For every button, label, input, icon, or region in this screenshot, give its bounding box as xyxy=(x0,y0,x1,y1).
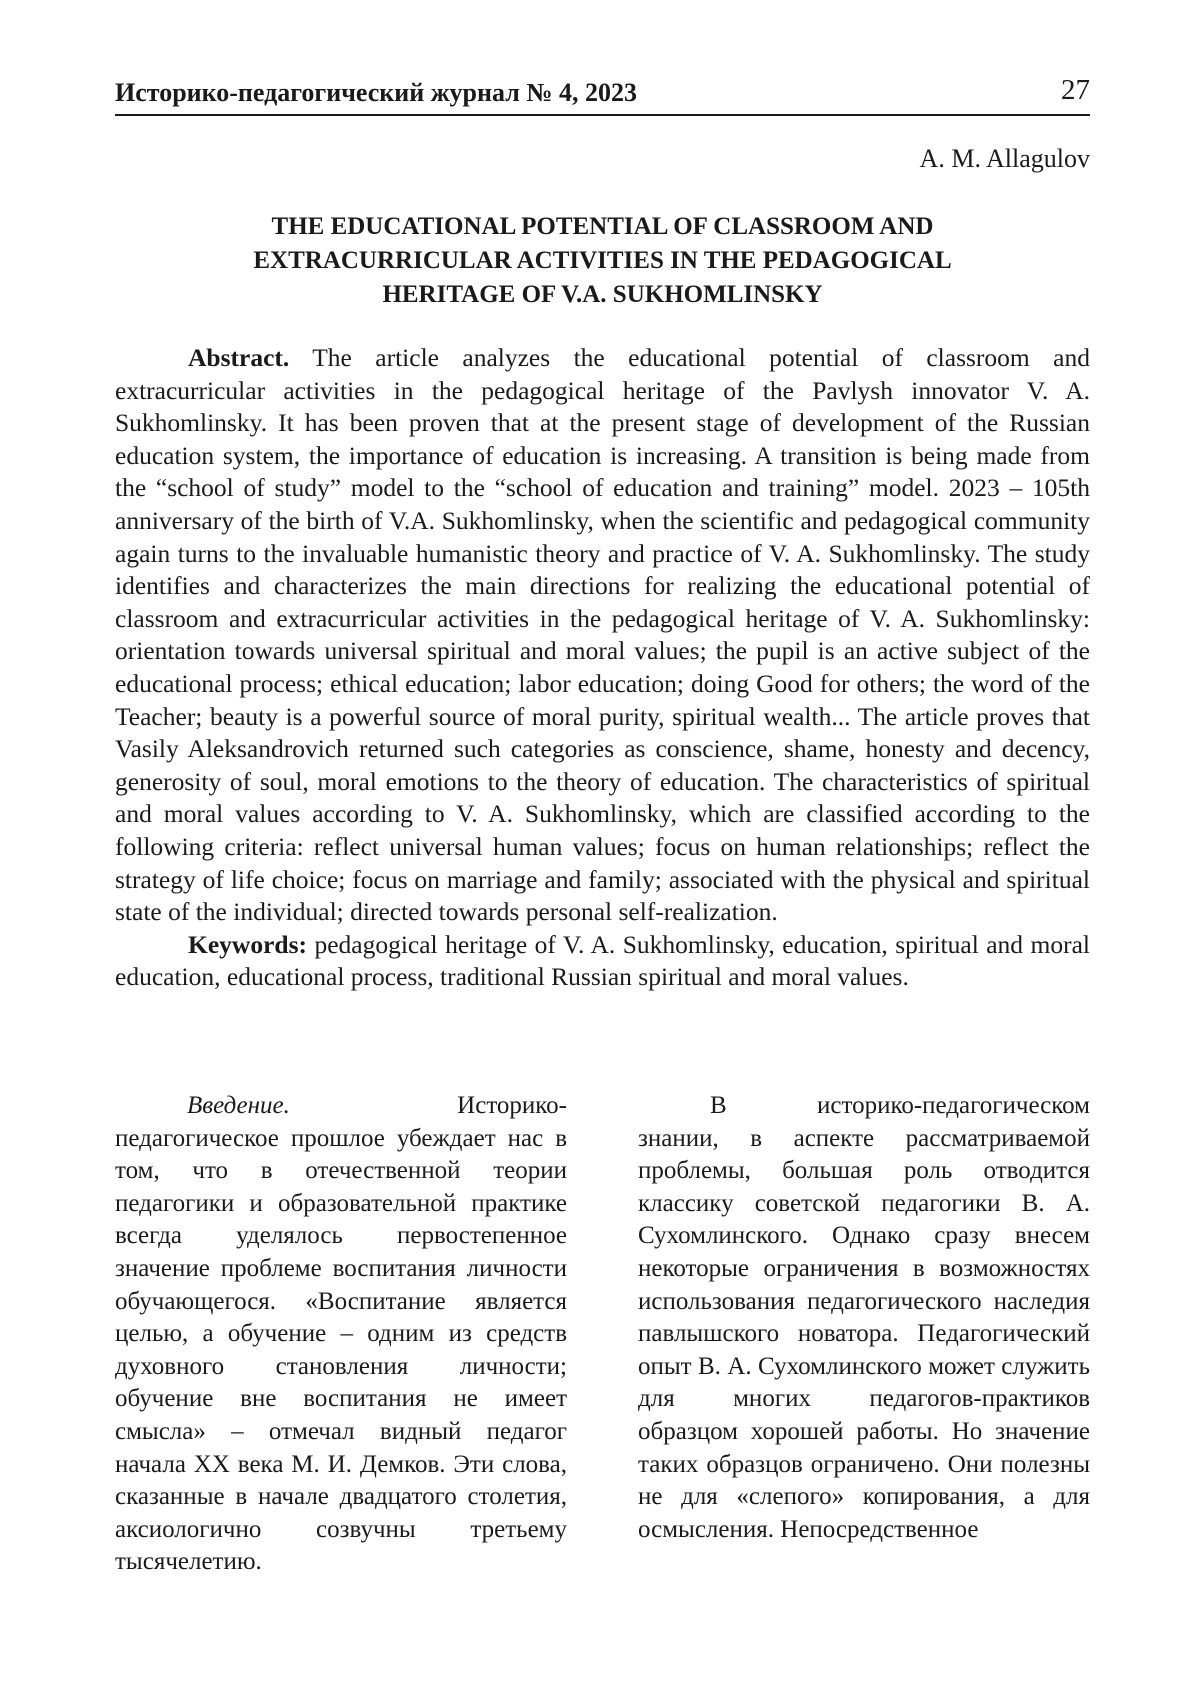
introduction-paragraph xyxy=(115,1090,567,1579)
abstract-label: Abstract. xyxy=(188,343,290,372)
abstract-text: The article analyzes the educational potential of classroom and extracurricular activities in the pedagogical heritage of the Pavlysh innovator V. A. Sukhomlinsky. It has been proven that at the present stage of development of the Russian education system, the importance of education is increasing. A transition is being made from the “school of study” model to the “school of education and training” model. 2023 – 105th anniversary of the birth of V.A. Sukhomlinsky, when the scientific and pedagogical community again turns to the invaluable humanistic theory and practice of V. A. Sukhomlinsky. The study identifies and characterizes the main directions for realizing the educational potential of classroom and extracurricular activities in the pedagogical heritage of V. A. Sukhomlinsky: orientation towards universal spiritual and moral values; the pupil is an active subject of the educational process; ethical education; labor education; doing Good for others; the word of the Teacher; beauty is a powerful source of moral purity, spiritual wealth... The article proves that Vasily Aleksandrovich returned such categories as conscience, shame, honesty and decency, generosity of soul, moral emotions to the theory of education. The characteristics of spiritual and moral values according to V. A. Sukhomlinsky, which are classified according to the following criteria: reflect universal human values; focus on human relationships; reflect the strategy of life choice; focus on marriage and family; associated with the physical and spiritual state of the individual; directed towards personal self-realization. xyxy=(115,343,1090,927)
keywords-label: Keywords: xyxy=(188,929,307,959)
journal-title: Историко-педагогический журнал № 4, 2023 xyxy=(115,78,637,107)
body-paragraph: В историко-педагогическом знании, в аспекте рассматриваемой проблемы, большая роль отводится классику советской педагогики В. А. Сухомлинского. Однако сразу внесем некоторые ограничения в возможностях использования педагогического наследия павлышского новатора. Педагогический опыт В. А. Сухомлинского может служить для многих педагогов-практиков образцом хорошей работы. Но значение таких образцов ограничено. Они полезны не для «слепого» копирования, а для осмысления. Непосредственное xyxy=(638,1092,1090,1543)
keywords-paragraph xyxy=(115,929,1090,994)
body-column-right xyxy=(638,1090,1090,1546)
author-name: A. M. Allagulov xyxy=(919,144,1090,173)
article-title-line: EXTRACURRICULAR ACTIVITIES IN THE PEDAGOGICAL xyxy=(253,247,952,274)
introduction-text: Историко-педагогическое прошлое убеждает нас в том, что в отечественной теории педагогики и образовательной практике всегда уделялось первостепенное значение проблеме воспитания личности обучающегося. «Воспитание является целью, а обучение – одним из средств духовного становления личности; обучение вне воспитания не имеет смысла» – отмечал видный педагог начала XX века М. И. Демков. Эти слова, сказанные в начале двадцатого столетия, аксиологично созвучны третьему тысячелетию. xyxy=(115,1092,567,1576)
introduction-lead: Введение. xyxy=(187,1092,290,1119)
article-title-line: THE EDUCATIONAL POTENTIAL OF CLASSROOM AND xyxy=(271,213,934,240)
abstract-section xyxy=(115,342,1090,994)
article-title-line: HERITAGE OF V.A. SUKHOMLINSKY xyxy=(382,281,823,308)
running-header xyxy=(115,72,1090,116)
abstract-paragraph xyxy=(115,342,1090,929)
page-number: 27 xyxy=(1061,74,1090,106)
body-column-left xyxy=(115,1090,567,1579)
article-title xyxy=(115,210,1090,312)
keywords-text: pedagogical heritage of V. A. Sukhomlinsky, education, spiritual and moral education, educational process, traditional Russian spiritual and moral values. xyxy=(115,929,1090,992)
